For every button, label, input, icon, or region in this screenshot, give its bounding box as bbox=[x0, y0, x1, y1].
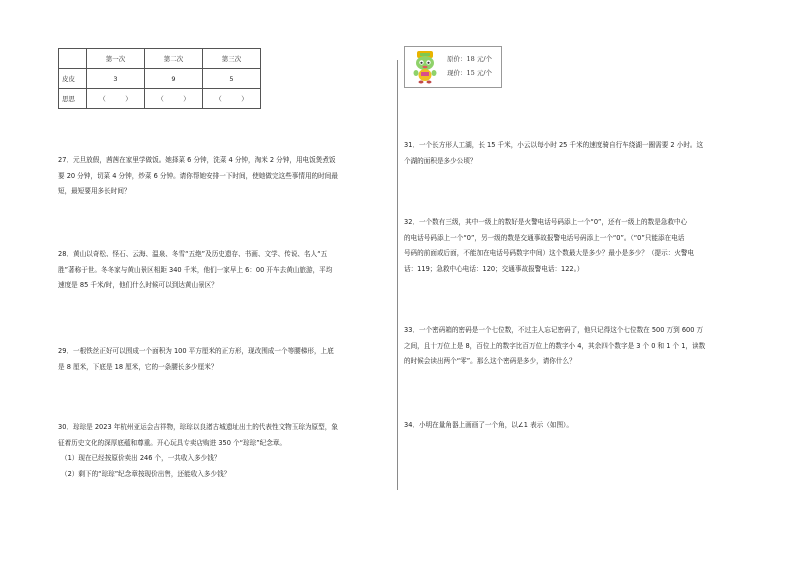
table-cell: （ ） bbox=[145, 89, 203, 109]
question-30-part-1: （1）现在已经按原价卖出 246 个，一共收入多少钱？ bbox=[61, 454, 221, 462]
question-32: 32．一个数有三级，其中一级上的数好是火警电话号码添上一个“0”，还有一级上的数是急救中心 的电话号码添上一个“0”，另一级的数是交通事故报警电话号码添上一个“0”。（“0”只能添在电话 号码的前面或后面，不能加在电话号码数字中间）这个数最大是多少？最小是多少？（提示：火警电 话：119；急救中心电话：120；交通事故报警电话：122。） bbox=[404, 218, 695, 273]
current-price: 现价：15 元/个 bbox=[447, 69, 493, 77]
question-27: 27．元旦放假，茜茜在家里学做饭。她择菜 6 分钟，洗菜 4 分钟，淘米 2 分钟，用电饭煲煮饭 要 20 分钟，切菜 4 分钟，炒菜 6 分钟。请你帮她安排一下时间，使她做完这些事情用的时间最 短，最短要用多长时间？ bbox=[58, 156, 338, 195]
price-card bbox=[404, 46, 502, 88]
question-31: 31．一个长方形人工湖，长 15 千米，小云以每小时 25 千米的速度骑自行车绕湖一圈需要 2 小时。这 个湖的面积是多少公顷？ bbox=[404, 141, 704, 165]
table-header-cell: 第一次 bbox=[87, 49, 145, 69]
table-header-cell: 第三次 bbox=[203, 49, 261, 69]
question-34: 34．小明在量角器上画画了一个角，以∠1 表示（如图）。 bbox=[404, 421, 573, 429]
table-cell: 5 bbox=[203, 69, 261, 89]
table-corner-cell bbox=[59, 49, 87, 69]
table-cell: 3 bbox=[87, 69, 145, 89]
question-33: 33．一个密码箱的密码是一个七位数，不过主人忘记密码了，他只记得这个七位数在 500 万到 600 万 之间，且十万位上是 8，百位上的数字比百万位上的数字小 4，其余四个数字是 3 个 0 和 1 个 1，读数 的时候会读出两个“零”。那么这个密码是多少，请你什么？ bbox=[404, 326, 706, 365]
mascot-icon bbox=[408, 50, 442, 84]
table-cell: 9 bbox=[145, 69, 203, 89]
original-price: 原价：18 元/个 bbox=[447, 55, 493, 63]
question-29: 29．一根铁丝正好可以围成一个面积为 100 平方厘米的正方形，现改围成一个等腰梯形，上底 是 8 厘米，下底是 18 厘米，它的一条腰长多少厘米？ bbox=[58, 347, 334, 371]
table-cell: （ ） bbox=[87, 89, 145, 109]
table-header-row bbox=[59, 49, 261, 69]
table-cell: （ ） bbox=[203, 89, 261, 109]
question-30-part-2: （2）剩下的“琮琮”纪念章按现价出售，还能收入多少钱？ bbox=[61, 469, 231, 478]
score-table bbox=[58, 48, 261, 109]
table-row bbox=[59, 89, 261, 109]
row-label: 思思 bbox=[59, 89, 87, 109]
question-30: 30．琮琮是 2023 年杭州亚运会吉祥物，琮琮以良渚古城遗址出土的代表性文物玉琮为原型，象 征着历史文化的深厚底蕴和尊重。开心玩具专卖店购进 350 个“琮琮”纪念章。 （1）现在已经按原价卖出 246 个，一共收入多少钱？ （2）剩下的“琮琮”纪念章按现价出售，还能收入多少钱？ bbox=[58, 420, 338, 482]
column-divider bbox=[397, 60, 398, 490]
table-header-cell: 第二次 bbox=[145, 49, 203, 69]
row-label: 皮皮 bbox=[59, 69, 87, 89]
question-28: 28．黄山以奇松、怪石、云海、温泉、冬雪“五绝”及历史遗存、书画、文学、传说、名人“五 胜”著称于世。冬冬家与黄山景区相距 340 千米，他们一家早上 6：00 开车去黄山旅游，平均 速度是 85 千米/时，他们什么时候可以到达黄山景区？ bbox=[58, 250, 333, 289]
table-row bbox=[59, 69, 261, 89]
